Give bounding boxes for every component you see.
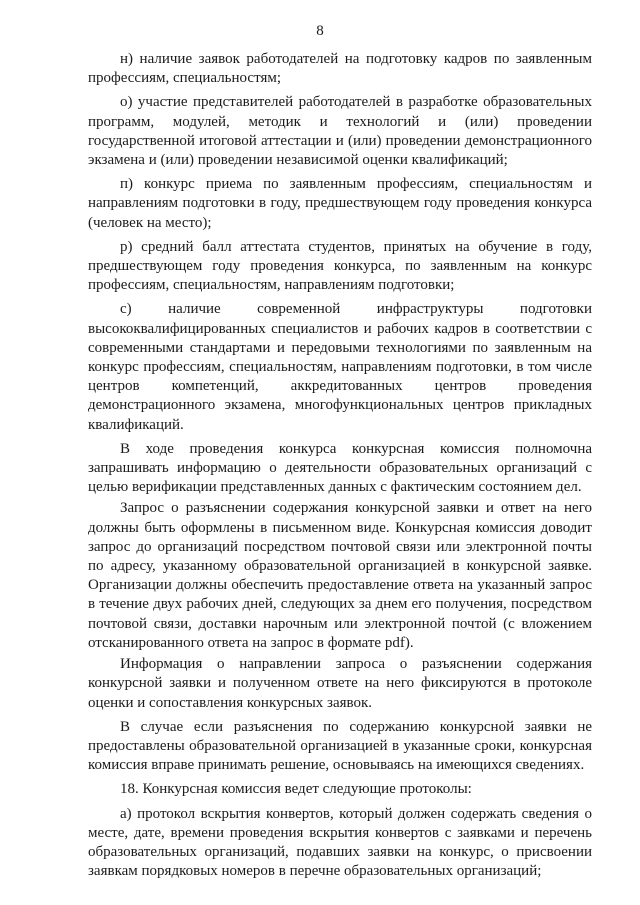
paragraph-no-clarification: В случае если разъяснения по содержанию конкурсной заявки не предоставлены образовательной организацией в указанные сроки, конкурсная комиссия вправе принимать решение, основываясь на имеющихся сведениях.: [88, 718, 592, 774]
paragraph-item-a: а) протокол вскрытия конвертов, который должен содержать сведения о месте, дате, времени проведения вскрытия конвертов с заявками и перечень образовательных организаций, подавших заявки на конкурс, о присвоении заявкам порядковых номеров в перечне образовательных организаций;: [88, 805, 592, 880]
paragraph-request-recording: Информация о направлении запроса о разъяснении содержания конкурсной заявки и полученном ответе на него фиксируются в протоколе оценки и сопоставления конкурсных заявок.: [88, 656, 592, 711]
paragraph-request-clarification: Запрос о разъяснении содержания конкурсной заявки и ответ на него должны быть оформлены в письменном виде. Конкурсная комиссия доводит запрос до организаций посредством почтовой связи или электронной почты по адресу, указанному образовательной организацией в конкурсной заявке. Организации должны обеспечить предоставление ответа на указанный запрос в течение двух рабочих дней, следующих за днем его получения, посредством почтовой связи, доставки нарочным или электронной почтой (с вложением отсканированного ответа на запрос в формате pdf).: [88, 500, 592, 651]
paragraph-item-o: о) участие представителей работодателей в разработке образовательных программ, модулей, методик и технологий и (или) проведении государственной итоговой аттестации и (или) проведении демонстрационного экзамена и (или) проведении независимой оценки квалификаций;: [88, 94, 592, 169]
paragraph-item-r: р) средний балл аттестата студентов, принятых на обучение в году, предшествующем году проведения конкурса, по заявленным на конкурс профессиям, специальностям, направлениям подготовки;: [88, 238, 592, 294]
paragraph-item-n: н) наличие заявок работодателей на подготовку кадров по заявленным профессиям, специальностям;: [88, 51, 592, 87]
paragraph-item-s: с) наличие современной инфраструктуры подготовки высококвалифицированных специалистов и рабочих кадров в соответствии с современными стандартами и передовыми технологиями по заявленным на конкурс профессиям, специальностям, направлениям подготовки, в том числе центров компетенций, аккредитованных центров проведения демонстрационного экзамена, многофункциональных центров прикладных квалификаций.: [88, 301, 592, 433]
document-body: [88, 50, 592, 881]
page-number: 8: [316, 23, 324, 39]
paragraph-verification: В ходе проведения конкурса конкурсная комиссия полномочна запрашивать информацию о деятельности образовательных организаций с целью верификации представленных данных с фактическим состоянием дел.: [88, 440, 592, 496]
paragraph-section-18: 18. Конкурсная комиссия ведет следующие протоколы:: [120, 781, 472, 798]
paragraph-item-p: п) конкурс приема по заявленным профессиям, специальностям и направлениям подготовки в году, предшествующем году проведения конкурса (человек на место);: [88, 176, 592, 231]
